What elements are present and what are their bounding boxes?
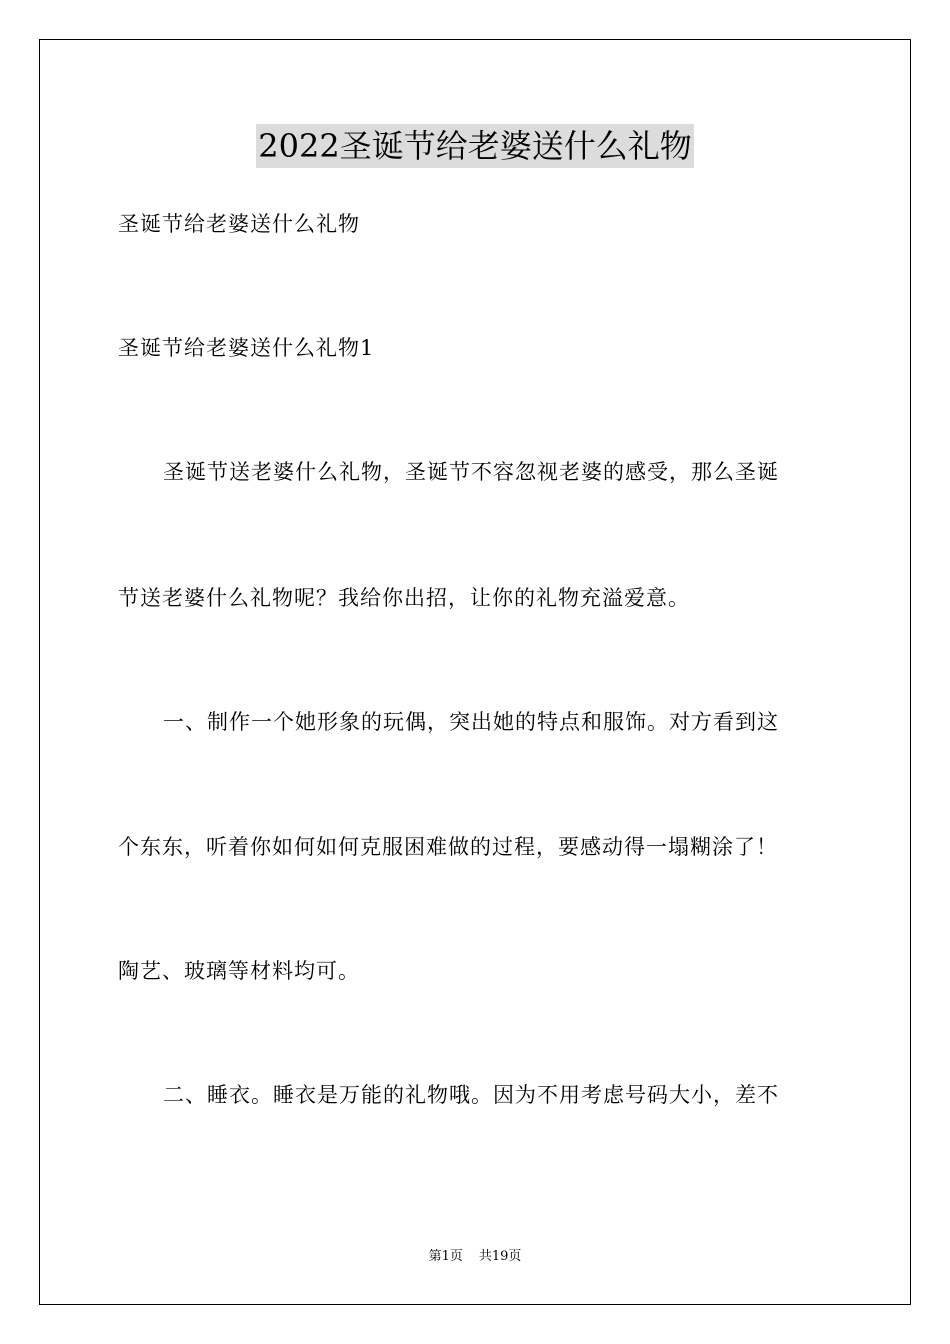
text-line: 二、睡衣。睡衣是万能的礼物哦。因为不用考虑号码大小，差不 (163, 1083, 779, 1107)
total-pages-label: 共19页 (478, 1249, 522, 1264)
text-line: 陶艺、玻璃等材料均可。 (118, 959, 360, 983)
document-title: 2022圣诞节给老婆送什么礼物 (256, 124, 693, 168)
current-page-label: 第1页 (428, 1249, 463, 1264)
text-line: 圣诞节送老婆什么礼物，圣诞节不容忽视老婆的感受，那么圣诞 (163, 460, 779, 484)
text-line: 圣诞节给老婆送什么礼物1 (118, 336, 375, 360)
title-container (0, 124, 950, 168)
text-line: 圣诞节给老婆送什么礼物 (118, 212, 360, 236)
page-footer (0, 1248, 950, 1266)
text-line: 一、制作一个她形象的玩偶，突出她的特点和服饰。对方看到这 (163, 710, 779, 734)
text-line: 节送老婆什么礼物呢？我给你出招，让你的礼物充溢爱意。 (118, 586, 690, 610)
text-line: 个东东，听着你如何如何克服困难做的过程，要感动得一塌糊涂了！ (118, 835, 778, 859)
